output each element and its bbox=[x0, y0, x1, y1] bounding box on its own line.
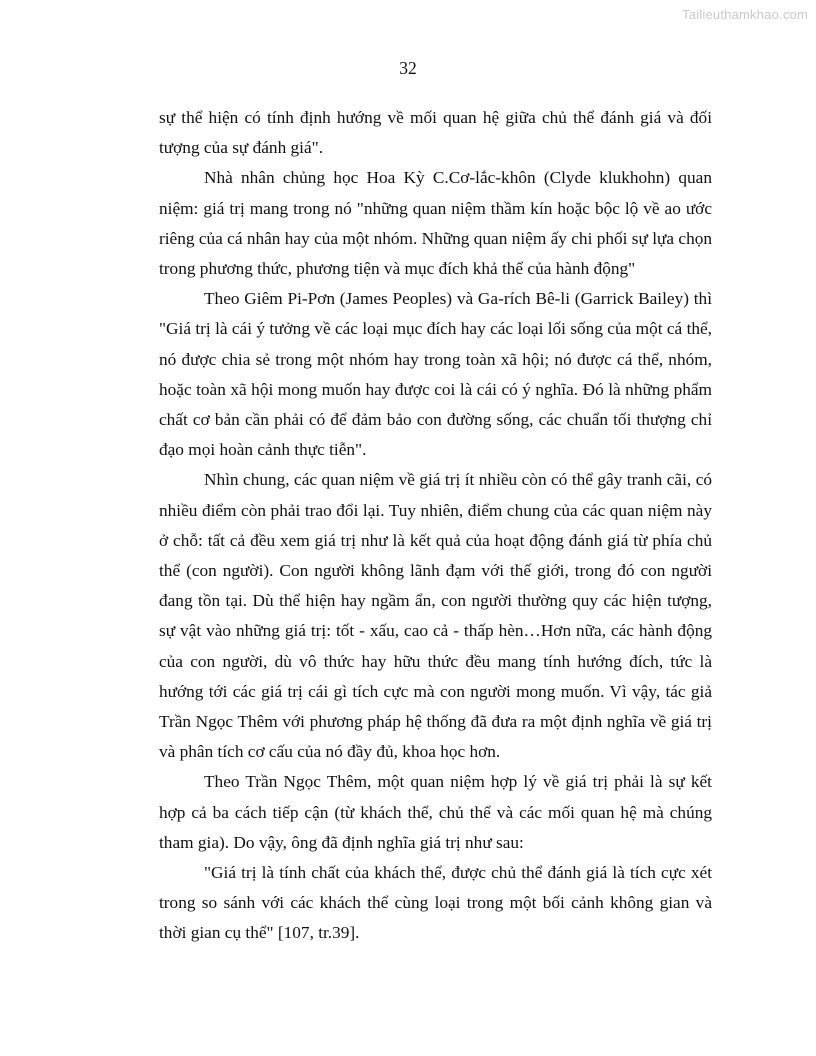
page-number: 32 bbox=[399, 58, 417, 78]
paragraph-value-definition-quote: "Giá trị là tính chất của khách thể, được chủ thể đánh giá là tích cực xét trong so sánh với các khách thể cùng loại trong một bối cảnh không gian và thời gian cụ thể" [107, tr.39]. bbox=[159, 863, 712, 943]
paragraph-general-remarks: Nhìn chung, các quan niệm về giá trị ít nhiều còn có thể gây tranh cãi, có nhiều điểm còn phải trao đổi lại. Tuy nhiên, điểm chung của các quan niệm này ở chỗ: tất cả đều xem giá trị như là kết quả của hoạt động đánh giá từ phía chủ thể (con người). Con người không lãnh đạm với thế giới, trong đó con người đang tồn tại. Dù thể hiện hay ngầm ẩn, con người thường quy các hiện tượng, sự vật vào những giá trị: tốt - xấu, cao cả - thấp hèn…Hơn nữa, các hành động của con người, dù vô thức hay hữu thức đều mang tính hướng đích, tức là hướng tới các giá trị cái gì tích cực mà con người mong muốn. Vì vậy, tác giả Trần Ngọc Thêm với phương pháp hệ thống đã đưa ra một định nghĩa về giá trị và phân tích cơ cấu của nó đầy đủ, khoa học hơn. bbox=[159, 470, 712, 762]
paragraph-continued: sự thể hiện có tính định hướng về mối quan hệ giữa chủ thể đánh giá và đối tượng của sự đánh giá". bbox=[159, 108, 712, 158]
paragraph-tran-ngoc-them-approach: Theo Trần Ngọc Thêm, một quan niệm hợp lý về giá trị phải là sự kết hợp cả ba cách tiếp cận (từ khách thể, chủ thể và các mối quan hệ mà chúng tham gia). Do vậy, ông đã định nghĩa giá trị như sau: bbox=[159, 772, 712, 852]
paragraph-kluckhohn-definition: Nhà nhân chủng học Hoa Kỳ C.Cơ-lắc-khôn (Clyde klukhohn) quan niệm: giá trị mang trong nó "những quan niệm thầm kín hoặc bộc lộ về ao ước riêng của cá nhân hay của một nhóm. Những quan niệm ấy chi phối sự lựa chọn trong phương thức, phương tiện và mục đích khả thể của hành động" bbox=[159, 168, 712, 279]
watermark-text: Tailieuthamkhao.com bbox=[682, 7, 808, 22]
paragraph-peoples-bailey-definition: Theo Giêm Pi-Pơn (James Peoples) và Ga-rích Bê-li (Garrick Bailey) thì "Giá trị là cái ý tưởng về các loại mục đích hay các loại lối sống của một cá thể, nó được chia sẻ trong một nhóm hay trong toàn xã hội; nó được cá thể, nhóm, hoặc toàn xã hội mong muốn hay được coi là cái có ý nghĩa. Đó là những phẩm chất cơ bản cần phải có để đảm bảo con đường sống, các chuẩn tối thượng chỉ đạo mọi hoàn cảnh thực tiễn". bbox=[159, 289, 712, 460]
document-body bbox=[159, 103, 712, 949]
